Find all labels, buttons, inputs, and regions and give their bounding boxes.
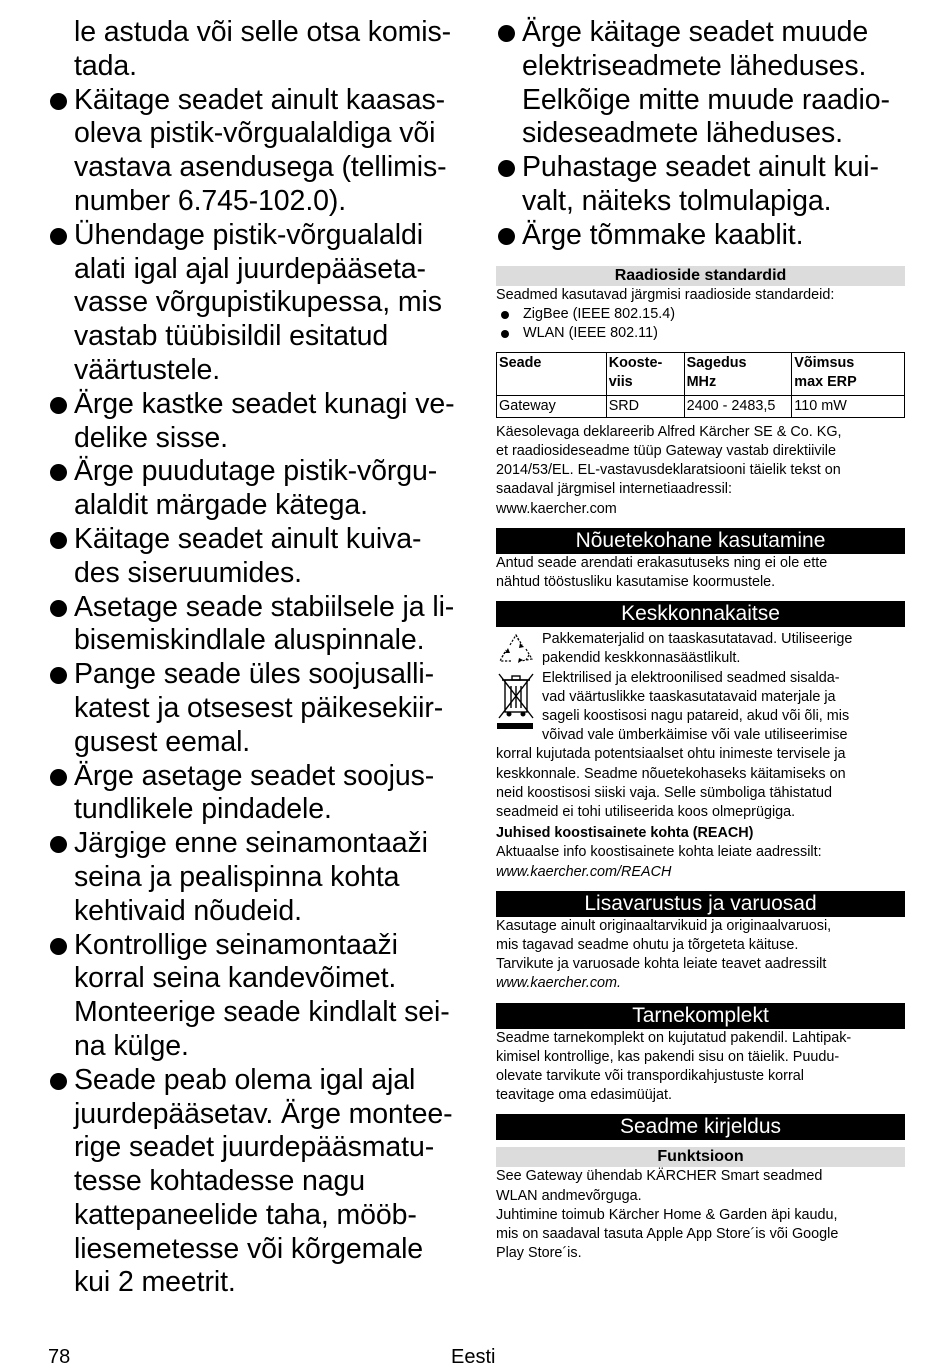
accessories-heading: Lisavarustus ja varuosad <box>496 891 905 917</box>
bullet-icon <box>50 600 67 617</box>
radio-standards-heading: Raadioside standardid <box>496 266 905 286</box>
table-header-cell: Kooste- viis <box>606 353 684 396</box>
safety-bullet: Seade peab olema igal ajal juurdepääsetav. Ärge montee- rige seadet juurdepääsmatu- tesse kohtadesse nagu kattepaneelide taha, mööb- liesemetesse või kõrgemale kui 2 meetrit. <box>48 1064 468 1301</box>
table-header-cell: Võimsus max ERP <box>792 353 905 396</box>
accessories-link[interactable]: www.kaercher.com. <box>496 975 622 992</box>
bullet-icon <box>498 160 515 177</box>
radio-standard-item: ZigBee (IEEE 802.15.4) <box>496 305 905 324</box>
bullet-icon <box>501 311 509 319</box>
left-column <box>48 16 468 1300</box>
safety-bullet: Ärge tõmmake kaablit. <box>496 219 905 253</box>
right-column <box>496 16 905 1263</box>
function-subheading: Funktsioon <box>496 1147 905 1167</box>
radio-spec-table <box>496 352 905 418</box>
table-cell: SRD <box>606 396 684 418</box>
bullet-icon <box>50 397 67 414</box>
function-text: See Gateway ühendab KÄRCHER Smart seadmed WLAN andmevõrguga. Juhtimine toimub Kärcher Home & Garden äpi kaudu, mis on saadaval tasuta Apple App Store´is või Google Play Store´is. <box>496 1168 839 1262</box>
reach-link[interactable]: www.kaercher.com/REACH <box>496 863 672 880</box>
electrical-disposal-note: Elektrilised ja elektroonilised seadmed sisalda- vad väärtuslikke taaskasutatavaid materjale ja sageli koostisosi nagu patareid, akud või õli, mis võivad vale ümberkäimise või vale utiliseerimise <box>496 669 905 746</box>
bullet-icon <box>50 667 67 684</box>
language-label: Eesti <box>451 1346 496 1368</box>
table-cell: Gateway <box>497 396 607 418</box>
safety-bullet: Käitage seadet ainult kaasas- oleva pistik-võrgualaldiga või vastava asendusega (tellimis- number 6.745-102.0). <box>48 84 468 219</box>
delivery-text: Seadme tarnekomplekt on kujutatud pakendil. Lahtipak- kimisel kontrollige, kas pakendi sisu on täielik. Puudu- olevate tarvikute või transpordikahjustuste korral teavitage oma edasimüüjat. <box>496 1029 852 1104</box>
safety-bullet: Järgige enne seinamontaaži seina ja pealispinna kohta kehtivaid nõudeid. <box>48 827 468 928</box>
table-header-row <box>497 353 905 396</box>
bullet-icon <box>50 532 67 549</box>
packaging-note: Pakkematerjalid on taaskasutatavad. Utiliseerige pakendid keskkonnasäästlikult. <box>496 630 905 668</box>
safety-bullet: Ärge puudutage pistik-võrgu- alaldit märgade kätega. <box>48 455 468 523</box>
bullet-icon <box>498 228 515 245</box>
bullet-icon <box>50 938 67 955</box>
safety-bullet: Käitage seadet ainult kuiva- des siseruumides. <box>48 523 468 591</box>
safety-bullet: Ühendage pistik-võrgualaldi alati igal ajal juurdepääseta- vasse võrgupistikupessa, mis vastab tüübisildil esitatud väärtustele. <box>48 219 468 388</box>
table-cell: 110 mW <box>792 396 905 418</box>
description-heading: Seadme kirjeldus <box>496 1114 905 1140</box>
table-header-cell: Seade <box>497 353 607 396</box>
reach-text: Aktuaalse info koostisainete kohta leiate aadressilt: <box>496 844 822 861</box>
table-row <box>497 396 905 418</box>
safety-bullet: Puhastage seadet ainult kui- valt, näiteks tolmulapiga. <box>496 151 905 219</box>
safety-bullet: Kontrollige seinamontaaži korral seina kandevõimet. Monteerige seade kindlalt sei- na külge. <box>48 929 468 1064</box>
intended-use-heading: Nõuetekohane kasutamine <box>496 528 905 554</box>
safety-bullet: Ärge asetage seadet soojus- tundlikele pindadele. <box>48 760 468 828</box>
bullet-icon <box>50 464 67 481</box>
crossed-bin-icon <box>496 670 536 736</box>
electrical-disposal-continued: korral kujutada potentsiaalset ohtu inimeste tervisele ja keskkonnale. Seadme nõuetekohaseks käitamiseks on neid koostisosi siiski vaja. Selle sümboliga tähistatud seadmeid ei tohi utiliseerida koos olmeprügiga. <box>496 746 846 820</box>
bullet-icon <box>50 93 67 110</box>
environment-section <box>496 630 905 882</box>
safety-bullet: Ärge kastke seadet kunagi ve- delike sisse. <box>48 388 468 456</box>
bullet-icon <box>498 25 515 42</box>
conformity-declaration: Käesolevaga deklareerib Alfred Kärcher SE & Co. KG, et raadiosideseadme tüüp Gateway vastab direktiivile 2014/53/EL. EL-vastavusdeklaratsiooni täielik tekst on saadaval järgmisel internetiaadressil: www.kaercher.com <box>496 423 842 517</box>
table-header-cell: Sagedus MHz <box>684 353 792 396</box>
delivery-heading: Tarnekomplekt <box>496 1003 905 1029</box>
safety-bullet: Pange seade üles soojusalli- katest ja otsesest päikesekiir- gusest eemal. <box>48 658 468 759</box>
environment-heading: Keskkonnakaitse <box>496 601 905 627</box>
radio-intro: Seadmed kasutavad järgmisi raadioside standardeid: <box>496 286 835 303</box>
recycling-icon <box>496 631 536 667</box>
reach-title: Juhised koostisainete kohta (REACH) <box>496 825 754 842</box>
accessories-text: Kasutage ainult originaaltarvikuid ja originaalvaruosi, mis tagavad seadme ohutu ja tõrgeteta käituse. Tarvikute ja varuosade kohta leiate teavet aadressilt www.kaercher.com. <box>496 917 905 994</box>
bullet-icon <box>50 836 67 853</box>
bullet-icon <box>50 228 67 245</box>
bullet-icon <box>50 769 67 786</box>
bullet-icon <box>50 1073 67 1090</box>
table-cell: 2400 - 2483,5 <box>684 396 792 418</box>
safety-bullet: Asetage seade stabiilsele ja li- bisemiskindlale aluspinnale. <box>48 591 468 659</box>
bullet-icon <box>501 330 509 338</box>
intended-use-text: Antud seade arendati erakasutuseks ning ei ole ette nähtud tööstusliku kasutamise koormustele. <box>496 554 828 590</box>
page-number: 78 <box>48 1346 71 1368</box>
radio-section <box>496 286 905 344</box>
radio-standard-item: WLAN (IEEE 802.11) <box>496 324 905 343</box>
continuation-text: le astuda või selle otsa komis- tada. <box>74 16 452 82</box>
safety-bullet: Ärge käitage seadet muude elektriseadmete läheduses. Eelkõige mitte muude raadio- sideseadmete läheduses. <box>496 16 905 151</box>
